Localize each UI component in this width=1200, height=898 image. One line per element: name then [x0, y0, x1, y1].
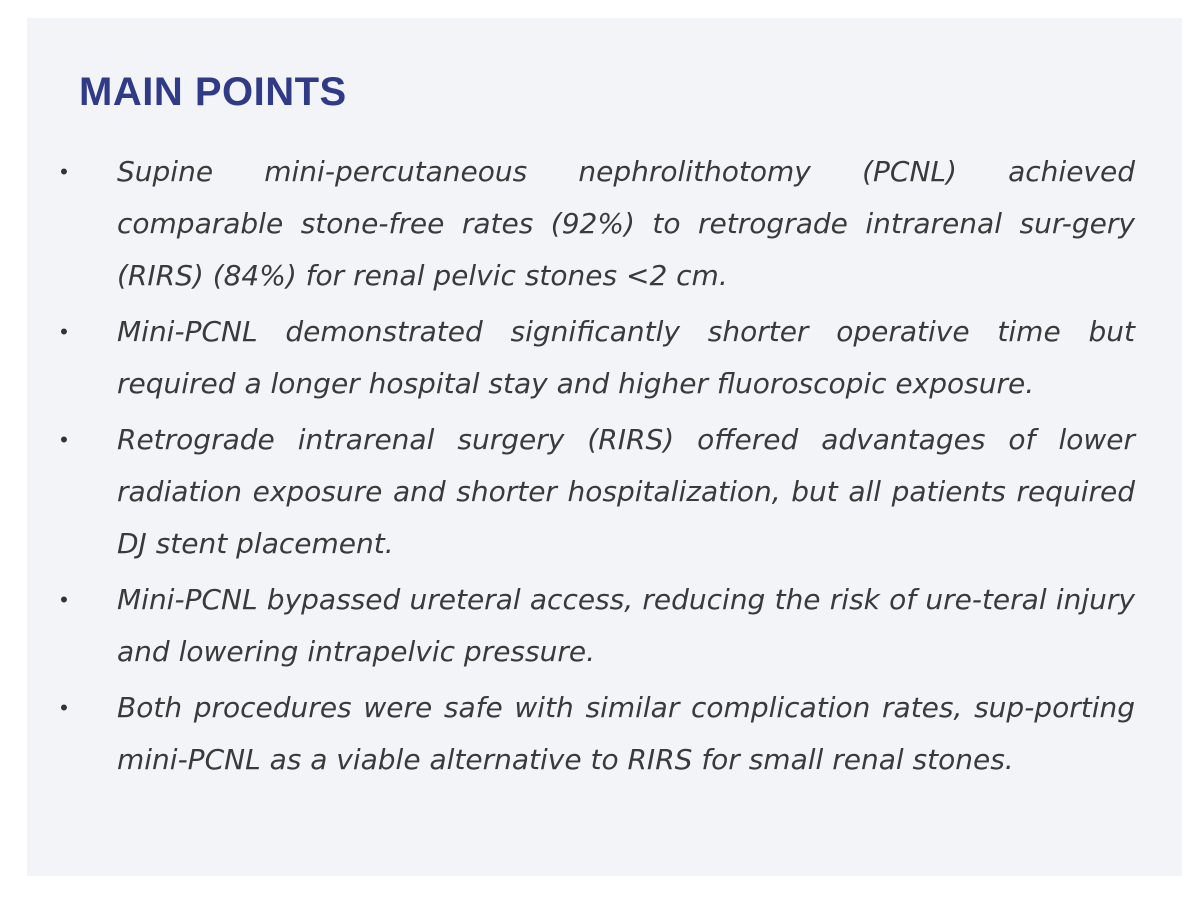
point-text: Mini-PCNL bypassed ureteral access, reducing the risk of ure-teral injury and lowering intrapelvic pressure. — [117, 583, 1135, 668]
list-item — [57, 682, 1135, 786]
bullet-icon: • — [60, 319, 68, 344]
point-text: Both procedures were safe with similar complication rates, sup-porting mini-PCNL as a viable alternative to RIRS for small renal stones. — [117, 691, 1135, 776]
list-item — [57, 414, 1135, 570]
list-item — [57, 146, 1135, 302]
point-text: Mini-PCNL demonstrated significantly shorter operative time but required a longer hospital stay and higher fluoroscopic exposure. — [117, 315, 1135, 400]
bullet-icon: • — [60, 587, 68, 612]
bullet-icon: • — [60, 427, 68, 452]
bullet-icon: • — [60, 159, 68, 184]
point-text: Supine mini-percutaneous nephrolithotomy (PCNL) achieved comparable stone-free rates (92%) to retrograde intrarenal sur-gery (RIRS) (84%) for renal pelvic stones <2 cm. — [117, 155, 1135, 292]
point-text: Retrograde intrarenal surgery (RIRS) offered advantages of lower radiation exposure and shorter hospitalization, but all patients required DJ stent placement. — [117, 423, 1135, 560]
main-points-list — [57, 146, 1135, 790]
bullet-icon: • — [60, 695, 68, 720]
main-points-box — [27, 18, 1182, 876]
list-item — [57, 306, 1135, 410]
main-points-heading: MAIN POINTS — [79, 70, 347, 114]
list-item — [57, 574, 1135, 678]
